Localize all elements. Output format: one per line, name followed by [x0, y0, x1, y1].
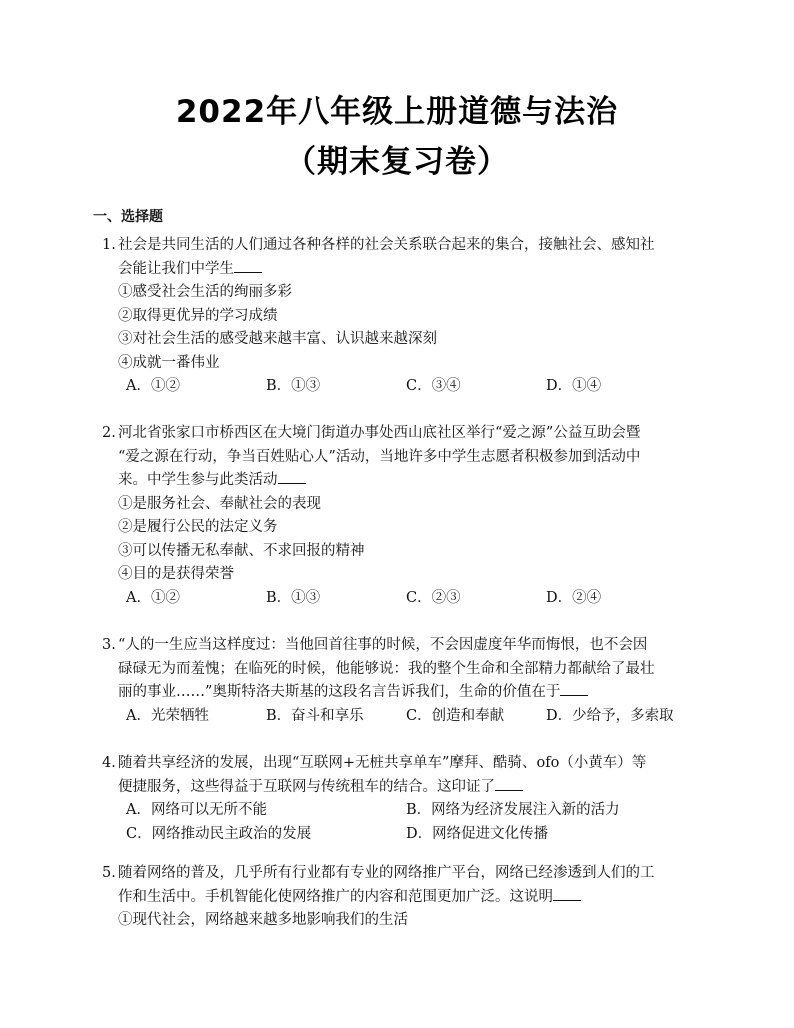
choice-d: D．①④: [546, 378, 602, 394]
choice-a: A．光荣牺牲: [126, 707, 209, 724]
choice-d: D．网络促进文化传播: [406, 825, 549, 842]
choice-c: C．创造和奉献: [406, 707, 505, 724]
question-text: 碌碌无为而羞愧；在临死的时候，他能够说：我的整个生命和全部精力都献给了最壮: [118, 660, 655, 677]
answer-blank: [278, 469, 306, 484]
choice-d: D．少给予，多索取: [546, 707, 674, 724]
choice-d: D．②④: [546, 589, 602, 606]
statement-option: ④目的是获得荣誉: [118, 566, 234, 582]
section-heading: 一、选择题: [93, 209, 163, 225]
answer-choices: [102, 375, 712, 399]
choice-a: A．网络可以无所不能: [126, 802, 267, 818]
question-text: 丽的事业……”奥斯特洛夫斯基的这段名言告诉我们，生命的价值在于: [118, 684, 561, 700]
choice-b: B．奋斗和享乐: [266, 707, 364, 724]
answer-blank: [560, 681, 588, 696]
question-text: 随着网络的普及，几乎所有行业都有专业的网络推广平台，网络已经渗透到人们的工: [118, 865, 655, 881]
choice-b: B．网络为经济发展注入新的活力: [406, 802, 620, 818]
question-number: 5.: [102, 865, 116, 881]
answer-blank: [234, 258, 262, 273]
answer-choices: [102, 799, 712, 823]
question-number: 2.: [102, 425, 116, 441]
statement-option: ③对社会生活的感受越来越丰富、认识越来越深刻: [118, 331, 437, 347]
question-text: 会能让我们中学生: [118, 260, 234, 277]
statement-option: ③可以传播无私奉献、不求回报的精神: [118, 542, 365, 559]
question-number: 3.: [102, 637, 116, 653]
statement-option: ①感受社会生活的绚丽多彩: [118, 284, 292, 300]
question-3: [102, 634, 712, 728]
answer-blank: [553, 886, 581, 901]
choice-a: A．①②: [126, 589, 180, 606]
question-2: [102, 422, 712, 610]
choice-c: C．网络推动民主政治的发展: [126, 825, 312, 842]
page-title: 2022年八年级上册道德与法治: [175, 94, 619, 130]
question-text: 便捷服务，这些得益于互联网与传统租车的结合。这印证了: [118, 778, 495, 795]
choice-b: B．①③: [266, 378, 321, 394]
question-text: 河北省张家口市桥西区在大境门街道办事处西山底社区举行“爱之源”公益互助会暨: [118, 425, 641, 441]
statement-option: ④成就一番伟业: [118, 354, 220, 371]
question-number: 1.: [102, 237, 116, 253]
choice-b: B．①③: [266, 589, 321, 606]
answer-choices: [102, 823, 712, 847]
statement-option: ①现代社会，网络越来越多地影响我们的生活: [118, 912, 408, 928]
question-text: 随着共享经济的发展，出现“互联网+无桩共享单车”摩拜、酷骑、ofo（小黄车）等: [118, 755, 647, 771]
question-number: 4.: [102, 755, 116, 771]
question-text: 作和生活中。手机智能化使网络推广的内容和范围更加广泛。这说明: [118, 888, 553, 905]
statement-option: ②是履行公民的法定义务: [118, 519, 278, 535]
choice-c: C．③④: [406, 378, 461, 394]
question-text: 来。中学生参与此类活动: [118, 472, 278, 488]
question-text: “人的一生应当这样度过：当他回首往事的时候，不会因虚度年华而悔恨，也不会因: [118, 637, 648, 653]
page-subtitle: （期末复习卷）: [285, 144, 509, 180]
choice-a: A．①②: [126, 378, 180, 394]
answer-blank: [495, 776, 523, 791]
answer-choices: [102, 587, 712, 611]
question-text: 社会是共同生活的人们通过各种各样的社会关系联合起来的集合，接触社会、感知社: [118, 237, 655, 253]
statement-option: ①是服务社会、奉献社会的表现: [118, 495, 321, 512]
question-4: [102, 752, 712, 846]
choice-c: C．②③: [406, 589, 461, 606]
question-text: “爱之源在行动，争当百姓贴心人”活动，当地许多中学生志愿者积极参加到活动中: [118, 448, 641, 465]
statement-option: ②取得更优异的学习成绩: [118, 307, 278, 324]
question-5: [102, 862, 712, 933]
answer-choices: [102, 705, 712, 729]
question-1: [102, 234, 712, 399]
